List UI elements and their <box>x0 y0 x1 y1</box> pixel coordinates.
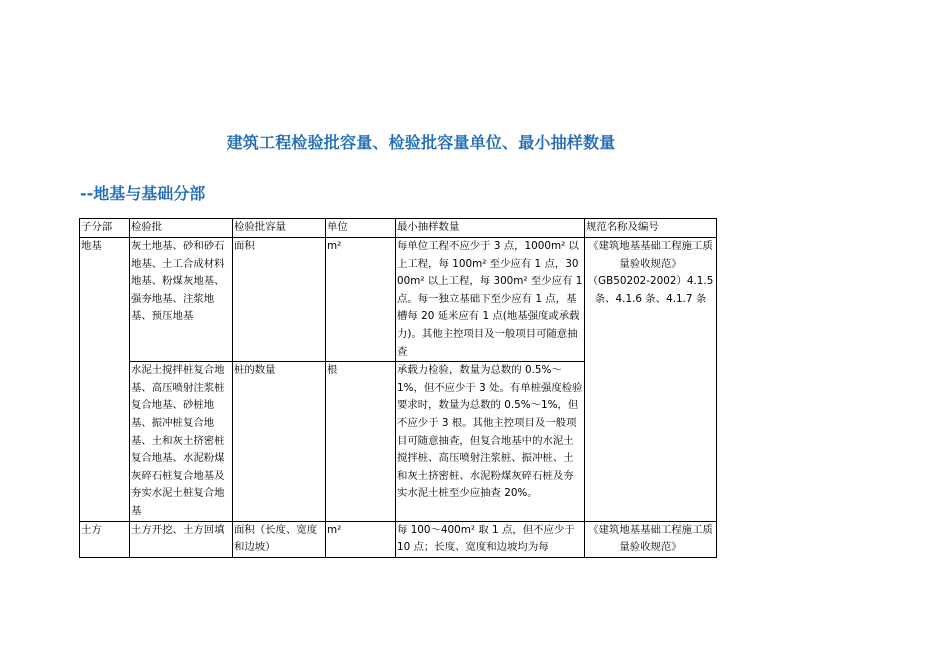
capacity-cell: 桩的数量 <box>233 362 326 521</box>
spec-name: 《建筑地基基础工程施工质量验收规范》 <box>588 240 713 270</box>
sample-cell: 每单位工程不应少于 3 点，1000m² 以上工程，每 100m² 至少应有 1 点，3000m² 以上工程，每 300m² 至少应有 1 点。每一独立基础下至少应有 1 点，基槽每 20 延米应有 1 点(地基强度或承载力)。其他主控项目及一般项目可随意抽查 <box>396 238 585 362</box>
inspection-table <box>79 218 717 558</box>
spec-cell <box>585 238 717 522</box>
sample-cell: 每 100～400m² 取 1 点，但不应少于 10 点；长度、宽度和边坡均为每 <box>396 521 585 557</box>
capacity-cell: 面积（长度、宽度和边坡） <box>233 521 326 557</box>
header-unit: 单位 <box>326 219 396 238</box>
unit-cell: 根 <box>326 362 396 521</box>
spec-code: （GB50202-2002）4.1.5 条、4.1.6 条、4.1.7 条 <box>587 275 714 305</box>
spec-name: 《建筑地基基础工程施工质量验收规范》 <box>588 523 713 554</box>
unit-cell: m² <box>326 238 396 362</box>
batch-cell: 灰土地基、砂和砂石地基、土工合成材料地基、粉煤灰地基、强夯地基、注浆地基、预压地基 <box>130 238 233 362</box>
header-spec: 规范名称及编号 <box>585 219 717 238</box>
header-capacity: 检验批容量 <box>233 219 326 238</box>
document-title: 建筑工程检验批容量、检验批容量单位、最小抽样数量 <box>226 133 616 152</box>
subsection-cell: 地基 <box>80 238 130 522</box>
header-min-sample: 最小抽样数量 <box>396 219 585 238</box>
spec-cell <box>585 521 717 557</box>
unit-cell: m² <box>326 521 396 557</box>
table-header-row <box>80 219 717 238</box>
header-batch: 检验批 <box>130 219 233 238</box>
capacity-cell: 面积 <box>233 238 326 362</box>
sample-cell: 承载力检验，数量为总数的 0.5%～1%，但不应少于 3 处。有单桩强度检验要求时，数量为总数的 0.5%～1%，但不应少于 3 根。其他主控项目及一般项目可随意抽查，但复合地基中的水泥土搅拌桩、高压喷射注浆桩、振冲桩、土和灰土挤密桩、水泥粉煤灰碎石桩及夯实水泥土桩至少应抽查 20%。 <box>396 362 585 521</box>
batch-cell: 水泥土搅拌桩复合地基、高压喷射注浆桩复合地基、砂桩地基、振冲桩复合地基、土和灰土挤密桩复合地基、水泥粉煤灰碎石桩复合地基及夯实水泥土桩复合地基 <box>130 362 233 521</box>
section-heading: --地基与基础分部 <box>80 184 206 203</box>
batch-cell: 土方开挖、土方回填 <box>130 521 233 557</box>
subsection-cell: 土方 <box>80 521 130 557</box>
table-row <box>80 521 717 557</box>
header-subsection: 子分部 <box>80 219 130 238</box>
table-row <box>80 238 717 362</box>
